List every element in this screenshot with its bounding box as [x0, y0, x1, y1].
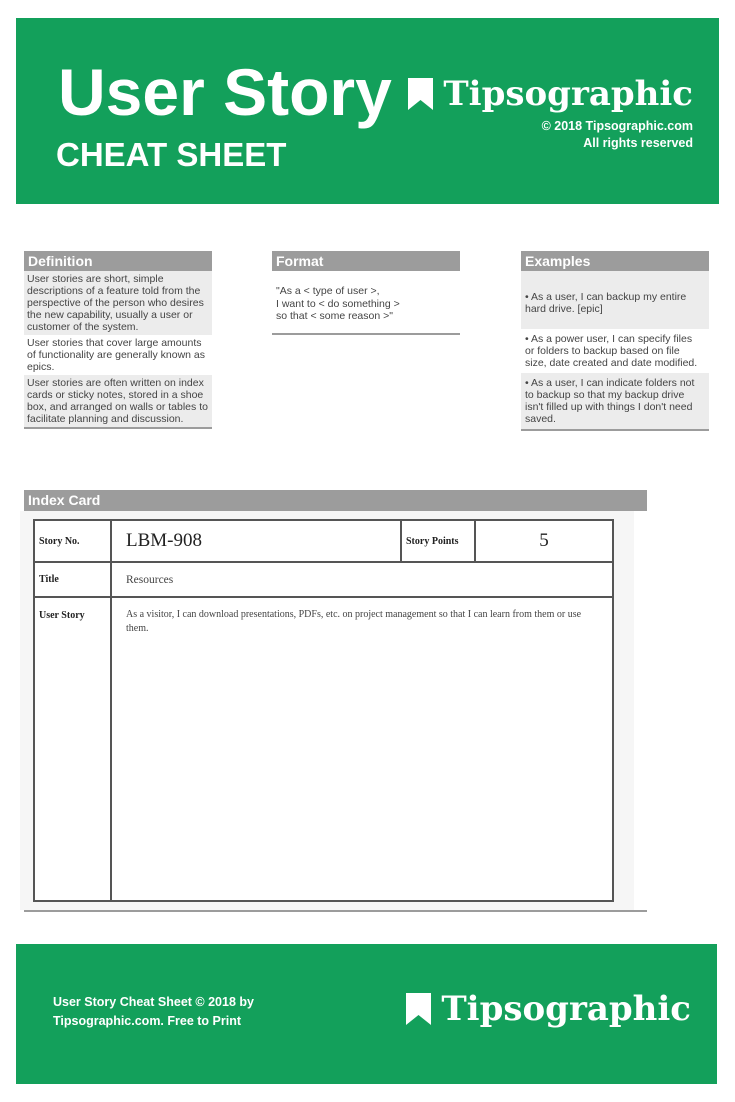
page-subtitle: CHEAT SHEET: [56, 136, 287, 173]
examples-heading: Examples: [521, 251, 709, 271]
index-card-heading: Index Card: [24, 490, 647, 511]
definition-heading: Definition: [24, 251, 212, 271]
title-label: Title: [34, 562, 111, 597]
header-banner: [16, 18, 719, 204]
examples-section: [521, 251, 709, 431]
user-story-value: As a visitor, I can download presentations, PDFs, etc. on project management so that I can learn from them or use them.: [111, 597, 613, 901]
story-points-value: 5: [475, 520, 613, 562]
page-title: User Story: [58, 55, 392, 129]
story-no-label: Story No.: [34, 520, 111, 562]
format-template: "As a < type of user >, I want to < do something > so that < some reason >": [276, 285, 400, 322]
brand-name: Tipsographic: [443, 74, 693, 114]
copyright-notice: [542, 118, 693, 152]
definition-paragraph: User stories are short, simple descriptions of a feature told from the perspective of the person who desires the new capability, usually a user or customer of the system.: [24, 271, 212, 335]
definition-paragraph: User stories are often written on index cards or sticky notes, stored in a shoe box, and arranged on walls or tables to facilitate planning and discussion.: [24, 375, 212, 427]
copyright-line: © 2018 Tipsographic.com: [541, 119, 693, 133]
brand-logo: [406, 989, 691, 1029]
example-item: • As a user, I can backup my entire hard drive. [epic]: [521, 271, 709, 329]
section-divider: [24, 427, 212, 429]
format-section: [272, 251, 460, 335]
brand-logo: [408, 74, 693, 114]
footer-text: User Story Cheat Sheet © 2018 by Tipsographic.com. Free to Print: [53, 995, 254, 1028]
section-divider: [521, 429, 709, 431]
example-item: • As a power user, I can specify files or folders to backup based on file size, date created and date modified.: [525, 333, 698, 369]
format-heading: Format: [272, 251, 460, 271]
bookmark-icon: [408, 78, 433, 110]
example-item: • As a user, I can indicate folders not to backup so that my backup drive isn't filled up with things I don't need saved.: [521, 373, 709, 429]
rights-line: All rights reserved: [583, 136, 693, 150]
section-divider: [272, 333, 460, 335]
section-divider: [24, 910, 647, 912]
brand-name: Tipsographic: [441, 989, 691, 1029]
bookmark-icon: [406, 993, 431, 1025]
user-story-label: User Story: [34, 597, 111, 901]
footer-banner: [16, 944, 717, 1084]
index-card: [33, 519, 614, 902]
definition-section: [24, 251, 212, 429]
definition-paragraph: User stories that cover large amounts of functionality are generally known as epics.: [27, 337, 206, 373]
story-no-value: LBM-908: [111, 520, 401, 562]
title-value: Resources: [111, 562, 613, 597]
story-points-label: Story Points: [401, 520, 475, 562]
